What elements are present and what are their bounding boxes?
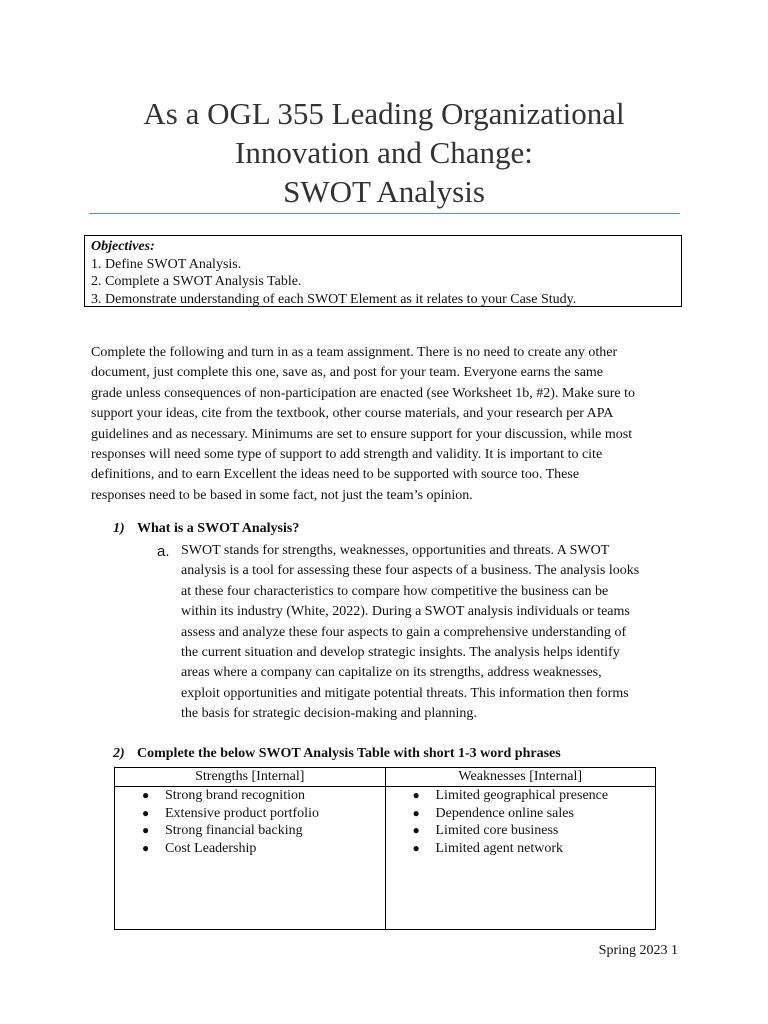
instructions-line: responses will need some type of support to add strength and validity. It is important to cite — [91, 447, 603, 463]
strengths-header: Strengths [Internal] — [115, 768, 386, 787]
question-1-text: What is a SWOT Analysis? — [137, 521, 300, 536]
weakness-text: Limited core business — [435, 823, 559, 838]
bullet-icon: ● — [412, 805, 420, 820]
objectives-box — [84, 235, 682, 307]
page-footer: Spring 2023 1 — [598, 943, 678, 958]
answer-letter-a: a. — [157, 543, 170, 560]
bullet-icon: ● — [142, 840, 150, 855]
weakness-text: Dependence online sales — [435, 805, 574, 821]
strengths-list — [115, 787, 385, 857]
title-line-3: SWOT Analysis — [283, 174, 485, 209]
weaknesses-list — [386, 787, 656, 857]
swot-table-body-row — [115, 787, 656, 930]
weakness-item — [413, 822, 656, 840]
instructions-line: guidelines and as necessary. Minimums are set to ensure support for your discussion, while most — [91, 426, 633, 442]
question-2-text: Complete the below SWOT Analysis Table with short 1-3 word phrases — [137, 746, 561, 761]
instructions-line: support your ideas, cite from the textbook, other course materials, and your research per APA — [91, 406, 614, 422]
question-2-number: 2) — [113, 746, 125, 761]
bullet-icon: ● — [142, 823, 150, 837]
bullet-icon: ● — [142, 788, 150, 802]
strength-item — [142, 822, 385, 840]
answer-line: the basis for strategic decision-making and planning. — [181, 706, 477, 722]
strength-item — [142, 805, 385, 823]
title-line-1: As a OGL 355 Leading Organizational — [143, 96, 625, 131]
answer-line: the current situation and develop strategic insights. The analysis helps identify — [181, 645, 620, 661]
strength-item — [142, 787, 385, 805]
instructions-line: responses need to be based in some fact, not just the team’s opinion. — [91, 487, 473, 503]
answer-line: exploit opportunities and mitigate potential threats. This information then forms — [181, 685, 629, 701]
weakness-item — [413, 787, 656, 805]
answer-line: analysis is a tool for assessing these four aspects of a business. The analysis looks — [181, 563, 640, 579]
weakness-item — [413, 805, 656, 823]
bullet-icon: ● — [412, 788, 420, 802]
objective-item: 3. Demonstrate understanding of each SWOT Element as it relates to your Case Study. — [91, 291, 577, 307]
answer-line: assess and analyze these four aspects to gain a comprehensive understanding of — [181, 624, 627, 640]
swot-table — [114, 767, 656, 930]
instructions-line: document, just complete this one, save as, and post for your team. Everyone earns the same — [91, 365, 604, 381]
swot-table-header-row — [115, 768, 656, 787]
instructions-line: Complete the following and turn in as a team assignment. There is no need to create any other — [91, 345, 618, 360]
weakness-text: Limited geographical presence — [435, 788, 609, 803]
strength-text: Extensive product portfolio — [165, 805, 319, 821]
objective-item: 2. Complete a SWOT Analysis Table. — [91, 274, 302, 289]
page-title — [0, 94, 768, 211]
strength-text: Cost Leadership — [165, 840, 257, 856]
answer-line: within its industry (White, 2022). During a SWOT analysis individuals or teams — [181, 604, 630, 620]
weakness-text: Limited agent network — [435, 840, 564, 856]
objective-item: 1. Define SWOT Analysis. — [91, 256, 242, 272]
title-line-2: Innovation and Change: — [235, 135, 533, 170]
strength-text: Strong financial backing — [165, 823, 303, 838]
strength-text: Strong brand recognition — [165, 788, 305, 803]
strengths-cell[interactable] — [115, 787, 386, 930]
instructions-line: definitions, and to earn Excellent the ideas need to be supported with source too. These — [91, 467, 580, 483]
weaknesses-header: Weaknesses [Internal] — [385, 768, 656, 787]
bullet-icon: ● — [412, 823, 420, 837]
question-1-answer — [181, 541, 639, 725]
answer-line: SWOT stands for strengths, weaknesses, opportunities and threats. A SWOT — [181, 543, 610, 558]
weakness-item — [413, 840, 656, 858]
question-1-number: 1) — [113, 521, 125, 536]
instructions-line: grade unless consequences of non-participation are enacted (see Worksheet 1b, #2). Make sure to — [91, 385, 636, 401]
answer-line: areas where a company can capitalize on its strengths, address weaknesses, — [181, 665, 602, 681]
question-2-heading — [113, 746, 561, 762]
weaknesses-cell[interactable] — [385, 787, 656, 930]
instructions-paragraph — [91, 343, 691, 506]
answer-line: at these four characteristics to compare how competitive the business can be — [181, 583, 609, 599]
title-divider — [89, 213, 680, 214]
bullet-icon: ● — [412, 840, 420, 855]
objectives-heading: Objectives: — [91, 239, 155, 254]
strength-item — [142, 840, 385, 858]
bullet-icon: ● — [142, 805, 150, 820]
question-1-heading — [113, 521, 299, 537]
